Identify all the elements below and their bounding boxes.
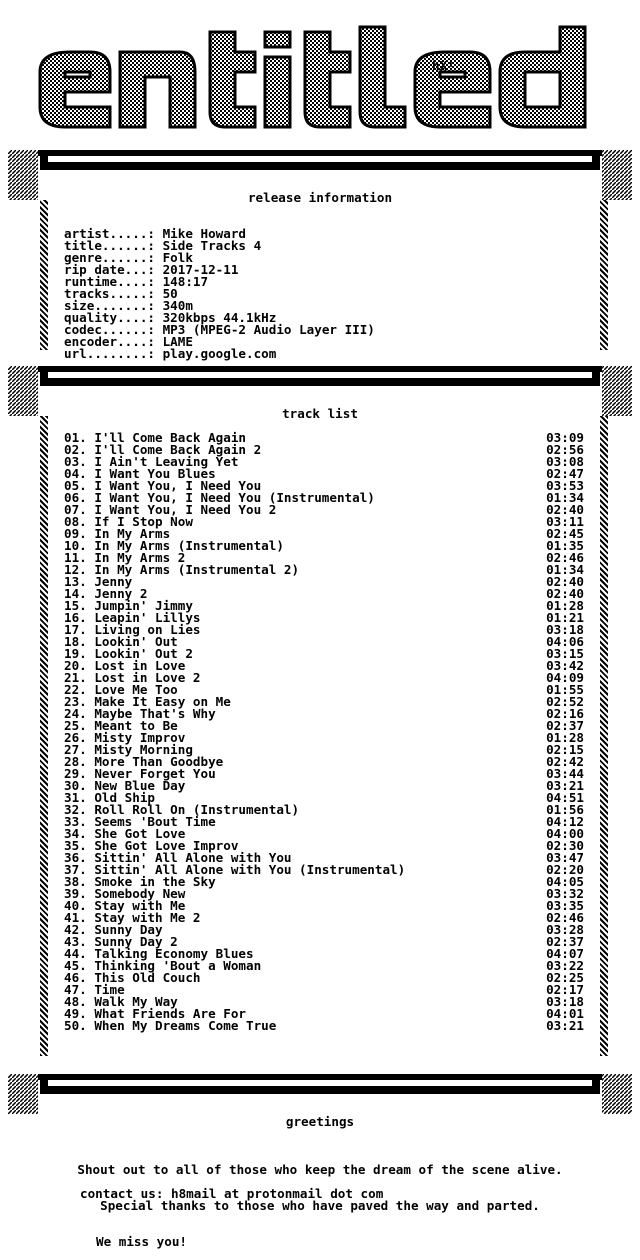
track-number: 10. <box>64 538 87 553</box>
track-name: Meant to Be <box>94 718 178 733</box>
track-number: 20. <box>64 658 87 673</box>
release-info-title: release information <box>247 190 393 205</box>
track-number: 46. <box>64 970 87 985</box>
info-value: 340m <box>162 298 193 313</box>
track-duration: 03:22 <box>546 958 584 973</box>
track-duration: 04:06 <box>546 634 584 649</box>
track-duration: 02:40 <box>546 574 584 589</box>
track-duration: 02:40 <box>546 502 584 517</box>
info-value: Side Tracks 4 <box>162 238 262 253</box>
track-name: I Want You Blues <box>94 466 216 481</box>
track-number: 38. <box>64 874 87 889</box>
track-number: 02. <box>64 442 87 457</box>
info-value: LAME <box>162 334 193 349</box>
greeting-line: Shout out to all of those who keep the dream of the scene alive. <box>77 1162 563 1177</box>
track-number: 28. <box>64 754 87 769</box>
track-name: Sittin' All Alone with You <box>94 850 292 865</box>
track-number: 15. <box>64 598 87 613</box>
release-info-table <box>64 228 375 360</box>
track-row <box>64 564 584 576</box>
left-border <box>40 200 48 350</box>
entitled-logo <box>30 22 630 142</box>
track-duration: 04:05 <box>546 874 584 889</box>
track-name: Roll Roll On (Instrumental) <box>94 802 300 817</box>
track-duration: 02:16 <box>546 706 584 721</box>
track-name: Time <box>94 982 125 997</box>
track-name: I'll Come Back Again 2 <box>94 442 262 457</box>
track-duration: 03:08 <box>546 454 584 469</box>
track-list <box>64 432 584 1032</box>
track-number: 09. <box>64 526 87 541</box>
track-duration: 02:40 <box>546 586 584 601</box>
track-duration: 02:17 <box>546 982 584 997</box>
track-duration: 03:28 <box>546 922 584 937</box>
track-name: In My Arms (Instrumental) <box>94 538 284 553</box>
track-duration: 04:51 <box>546 790 584 805</box>
track-number: 18. <box>64 634 87 649</box>
track-duration: 03:21 <box>546 1018 584 1033</box>
info-value: play.google.com <box>162 346 277 361</box>
track-name: Leapin' Lillys <box>94 610 201 625</box>
track-name: Lost in Love 2 <box>94 670 201 685</box>
left-border <box>40 416 48 1056</box>
greeting-line: We miss you! <box>96 1234 187 1249</box>
track-list-title: track list <box>282 406 358 421</box>
info-value: Mike Howard <box>162 226 246 241</box>
track-duration: 02:47 <box>546 466 584 481</box>
track-name: I Want You, I Need You (Instrumental) <box>94 490 375 505</box>
track-duration: 02:20 <box>546 862 584 877</box>
track-name: I Want You, I Need You <box>94 478 262 493</box>
track-name: If I Stop Now <box>94 514 193 529</box>
track-name: Lost in Love <box>94 658 186 673</box>
track-duration: 02:46 <box>546 910 584 925</box>
track-number: 42. <box>64 922 87 937</box>
info-key: artist.....: <box>64 226 155 241</box>
track-number: 43. <box>64 934 87 949</box>
track-number: 37. <box>64 862 87 877</box>
track-duration: 01:28 <box>546 730 584 745</box>
info-value: 50 <box>162 286 178 301</box>
track-duration: 02:37 <box>546 718 584 733</box>
track-number: 45. <box>64 958 87 973</box>
track-number: 17. <box>64 622 87 637</box>
track-number: 06. <box>64 490 87 505</box>
track-number: 33. <box>64 814 87 829</box>
track-duration: 01:56 <box>546 802 584 817</box>
track-name: Living on Lies <box>94 622 201 637</box>
track-duration: 02:52 <box>546 694 584 709</box>
info-key: codec......: <box>64 322 155 337</box>
track-number: 01. <box>64 430 87 445</box>
track-duration: 02:42 <box>546 754 584 769</box>
right-border <box>600 416 608 1056</box>
track-name: Old Ship <box>94 790 156 805</box>
track-number: 47. <box>64 982 87 997</box>
track-name: Thinking 'Bout a Woman <box>94 958 262 973</box>
track-duration: 03:11 <box>546 514 584 529</box>
track-duration: 02:30 <box>546 838 584 853</box>
info-key: url........: <box>64 346 155 361</box>
info-value: 2017-12-11 <box>162 262 239 277</box>
track-name: I Ain't Leaving Yet <box>94 454 239 469</box>
track-duration: 01:34 <box>546 490 584 505</box>
track-name: Jenny 2 <box>94 586 148 601</box>
track-name: Sittin' All Alone with You (Instrumental) <box>94 862 406 877</box>
track-number: 12. <box>64 562 87 577</box>
track-duration: 03:09 <box>546 430 584 445</box>
info-key: title......: <box>64 238 155 253</box>
track-number: 40. <box>64 898 87 913</box>
track-name: More Than Goodbye <box>94 754 224 769</box>
track-duration: 04:09 <box>546 670 584 685</box>
contact-line: contact us: h8mail at protonmail dot com <box>80 1186 384 1201</box>
info-value: Folk <box>162 250 193 265</box>
track-name: In My Arms <box>94 526 171 541</box>
track-name: Jumpin' Jimmy <box>94 598 193 613</box>
track-name: Stay with Me 2 <box>94 910 201 925</box>
track-duration: 03:18 <box>546 994 584 1009</box>
track-name: Sunny Day 2 <box>94 934 178 949</box>
track-number: 44. <box>64 946 87 961</box>
track-name: Walk My Way <box>94 994 178 1009</box>
info-key: tracks.....: <box>64 286 155 301</box>
track-number: 19. <box>64 646 87 661</box>
track-name: Sunny Day <box>94 922 163 937</box>
track-number: 05. <box>64 478 87 493</box>
track-number: 22. <box>64 682 87 697</box>
track-number: 48. <box>64 994 87 1009</box>
track-number: 32. <box>64 802 87 817</box>
track-number: 03. <box>64 454 87 469</box>
track-duration: 01:34 <box>546 562 584 577</box>
track-row <box>64 1020 584 1032</box>
track-name: When My Dreams Come True <box>94 1018 277 1033</box>
track-name: She Got Love <box>94 826 186 841</box>
track-duration: 01:55 <box>546 682 584 697</box>
track-duration: 02:45 <box>546 526 584 541</box>
info-key: quality....: <box>64 310 155 325</box>
track-name: Somebody New <box>94 886 186 901</box>
track-number: 14. <box>64 586 87 601</box>
track-duration: 04:01 <box>546 1006 584 1021</box>
track-row <box>64 972 584 984</box>
track-number: 26. <box>64 730 87 745</box>
track-number: 08. <box>64 514 87 529</box>
track-duration: 03:47 <box>546 850 584 865</box>
track-number: 36. <box>64 850 87 865</box>
track-number: 30. <box>64 778 87 793</box>
track-name: Lookin' Out 2 <box>94 646 193 661</box>
info-value: MP3 (MPEG-2 Audio Layer III) <box>162 322 375 337</box>
track-duration: 03:18 <box>546 622 584 637</box>
track-duration: 04:07 <box>546 946 584 961</box>
info-value: 148:17 <box>162 274 209 289</box>
track-duration: 03:42 <box>546 658 584 673</box>
track-number: 41. <box>64 910 87 925</box>
greeting-line: Special thanks to those who have paved the way and parted. <box>100 1198 540 1213</box>
track-name: This Old Couch <box>94 970 201 985</box>
track-name: Stay with Me <box>94 898 186 913</box>
track-duration: 01:35 <box>546 538 584 553</box>
track-name: Lookin' Out <box>94 634 178 649</box>
track-duration: 02:46 <box>546 550 584 565</box>
track-duration: 04:12 <box>546 814 584 829</box>
track-name: Love Me Too <box>94 682 178 697</box>
track-duration: 03:15 <box>546 646 584 661</box>
track-name: In My Arms 2 <box>94 550 186 565</box>
track-number: 25. <box>64 718 87 733</box>
track-number: 21. <box>64 670 87 685</box>
track-duration: 01:21 <box>546 610 584 625</box>
track-name: Misty Improv <box>94 730 186 745</box>
track-name: New Blue Day <box>94 778 186 793</box>
track-name: Never Forget You <box>94 766 216 781</box>
track-name: I Want You, I Need You 2 <box>94 502 277 517</box>
info-key: genre......: <box>64 250 155 265</box>
track-duration: 03:53 <box>546 478 584 493</box>
track-number: 24. <box>64 706 87 721</box>
track-name: What Friends Are For <box>94 1006 246 1021</box>
track-number: 13. <box>64 574 87 589</box>
track-duration: 02:37 <box>546 934 584 949</box>
track-name: Maybe That's Why <box>94 706 216 721</box>
info-key: encoder....: <box>64 334 155 349</box>
info-key: size.......: <box>64 298 155 313</box>
release-info-row <box>64 348 375 360</box>
track-number: 39. <box>64 886 87 901</box>
track-name: Make It Easy on Me <box>94 694 231 709</box>
greetings-title: greetings <box>285 1114 355 1129</box>
logo-tag: hX! <box>432 58 455 73</box>
track-duration: 02:15 <box>546 742 584 757</box>
track-name: Smoke in the Sky <box>94 874 216 889</box>
track-duration: 02:25 <box>546 970 584 985</box>
track-number: 07. <box>64 502 87 517</box>
track-name: Seems 'Bout Time <box>94 814 216 829</box>
track-number: 16. <box>64 610 87 625</box>
track-duration: 03:35 <box>546 898 584 913</box>
track-name: I'll Come Back Again <box>94 430 246 445</box>
track-duration: 04:00 <box>546 826 584 841</box>
track-number: 50. <box>64 1018 87 1033</box>
track-number: 11. <box>64 550 87 565</box>
track-name: Jenny <box>94 574 133 589</box>
track-number: 35. <box>64 838 87 853</box>
info-key: runtime....: <box>64 274 155 289</box>
track-name: Misty Morning <box>94 742 193 757</box>
track-name: She Got Love Improv <box>94 838 239 853</box>
track-number: 23. <box>64 694 87 709</box>
info-value: 320kbps 44.1kHz <box>162 310 277 325</box>
track-duration: 03:44 <box>546 766 584 781</box>
track-number: 34. <box>64 826 87 841</box>
track-name: In My Arms (Instrumental 2) <box>94 562 300 577</box>
track-number: 31. <box>64 790 87 805</box>
track-number: 04. <box>64 466 87 481</box>
track-duration: 03:21 <box>546 778 584 793</box>
track-number: 49. <box>64 1006 87 1021</box>
right-border <box>600 200 608 350</box>
track-number: 29. <box>64 766 87 781</box>
track-duration: 01:28 <box>546 598 584 613</box>
track-name: Talking Economy Blues <box>94 946 254 961</box>
track-duration: 02:56 <box>546 442 584 457</box>
info-key: rip date...: <box>64 262 155 277</box>
track-number: 27. <box>64 742 87 757</box>
track-duration: 03:32 <box>546 886 584 901</box>
